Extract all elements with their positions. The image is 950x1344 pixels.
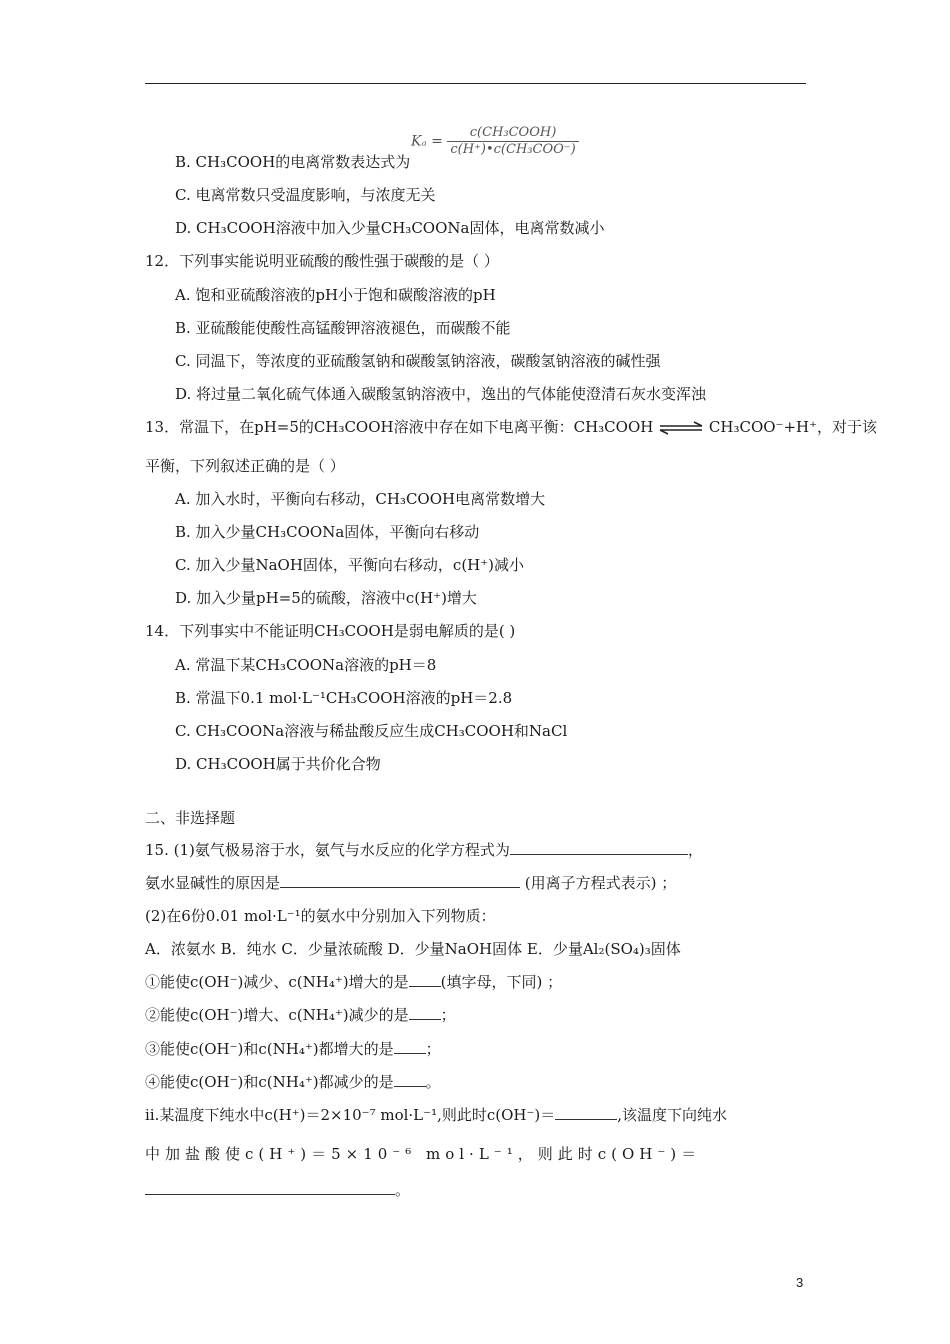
ka-expression: Kₐ = $\frac{\text{c(CH₃COOH)}}{\text{c(H⁺)•c(CH₃COO⁻)}}$	[411, 125, 579, 158]
answer-blank[interactable]	[510, 840, 688, 855]
q14-option-c: C. CH₃COONa溶液与稀盐酸反应生成CH₃COOH和NaCl	[175, 722, 568, 740]
q12-option-b: B. 亚硫酸能使酸性高锰酸钾溶液褪色，而碳酸不能	[175, 319, 511, 337]
q13-stem-line2: 平衡，下列叙述正确的是（ ）	[145, 457, 345, 475]
q14-option-a: A. 常温下某CH₃COONa溶液的pH＝8	[175, 656, 437, 674]
q15-choices: A．浓氨水 B．纯水 C．少量浓硫酸 D．少量NaOH固体 E．少量Al₂(SO₄)₃固体	[145, 940, 681, 958]
q15-item4: ④能使c(OH⁻)和c(NH₄⁺)都减少的是 。	[145, 1073, 441, 1091]
q12-option-d: D. 将过量二氧化硫气体通入碳酸氢钠溶液中，逸出的气体能使澄清石灰水变浑浊	[175, 385, 707, 403]
answer-blank[interactable]	[555, 1105, 617, 1120]
section-title: 二、非选择题	[145, 809, 236, 827]
q11-option-b: B. CH₃COOH的电离常数表达式为	[175, 153, 411, 171]
answer-blank[interactable]	[409, 972, 441, 987]
answer-blank[interactable]	[394, 1072, 426, 1087]
ka-fraction: $\frac{\text{c(CH₃COOH)}}{\text{c(H⁺)•c(CH₃COO⁻)}}$	[447, 125, 578, 158]
equilibrium-arrow-icon	[658, 421, 704, 435]
q15-item1: ①能使c(OH⁻)减少、c(NH₄⁺)增大的是 (填字母，下同) ；	[145, 973, 563, 991]
q13-option-a: A. 加入水时，平衡向右移动，CH₃COOH电离常数增大	[175, 490, 546, 508]
q15-line3: (2)在6份0.01 mol·L⁻¹的氨水中分别加入下列物质：	[145, 907, 496, 925]
q11-option-d: D. CH₃COOH溶液中加入少量CH₃COONa固体，电离常数减小	[175, 219, 605, 237]
q15-part-ii-line3: 。	[145, 1180, 410, 1200]
q15-part-ii-line2: 中加盐酸使c(H⁺)＝5×10⁻⁶ mol·L⁻¹，则此时c(OH⁻)＝	[145, 1145, 702, 1163]
page-number: 3	[796, 1275, 804, 1290]
header-rule	[145, 83, 806, 84]
q13-option-b: B. 加入少量CH₃COONa固体，平衡向右移动	[175, 523, 480, 541]
q11-option-c: C. 电离常数只受温度影响，与浓度无关	[175, 186, 436, 204]
q13-option-c: C. 加入少量NaOH固体，平衡向右移动，c(H⁺)减小	[175, 556, 525, 574]
answer-blank[interactable]	[280, 873, 520, 888]
q13-option-d: D. 加入少量pH=5的硫酸，溶液中c(H⁺)增大	[175, 589, 477, 607]
q12-stem: 12．下列事实能说明亚硫酸的酸性强于碳酸的是（ ）	[145, 252, 499, 270]
q15-part-ii-line1: ⅱ.某温度下纯水中c(H⁺)＝2×10⁻⁷ mol·L⁻¹,则此时c(OH⁻)＝ ,该温度下向纯水	[145, 1106, 728, 1124]
q15-item2: ②能使c(OH⁻)增大、c(NH₄⁺)减少的是 ；	[145, 1006, 456, 1024]
q12-option-c: C. 同温下，等浓度的亚硫酸氢钠和碳酸氢钠溶液，碳酸氢钠溶液的碱性强	[175, 352, 661, 370]
q15-item3: ③能使c(OH⁻)和c(NH₄⁺)都增大的是 ；	[145, 1040, 441, 1058]
q14-stem: 14．下列事实中不能证明CH₃COOH是弱电解质的是( )	[145, 622, 516, 640]
q12-option-a: A. 饱和亚硫酸溶液的pH小于饱和碳酸溶液的pH	[175, 286, 496, 304]
answer-blank[interactable]	[145, 1180, 395, 1195]
q15-line1: 15. (1)氨气极易溶于水，氨气与水反应的化学方程式为 ，	[145, 841, 703, 859]
q15-line2: 氨水显碱性的原因是 (用离子方程式表示) ；	[145, 874, 677, 892]
answer-blank[interactable]	[409, 1005, 441, 1020]
q14-option-d: D. CH₃COOH属于共价化合物	[175, 755, 381, 773]
q13-stem-line1: 13．常温下，在pH=5的CH₃COOH溶液中存在如下电离平衡：CH₃COOH CH₃COO⁻+H⁺，对于该	[145, 418, 878, 436]
q14-option-b: B. 常温下0.1 mol·L⁻¹CH₃COOH溶液的pH＝2.8	[175, 689, 513, 707]
answer-blank[interactable]	[394, 1039, 426, 1054]
